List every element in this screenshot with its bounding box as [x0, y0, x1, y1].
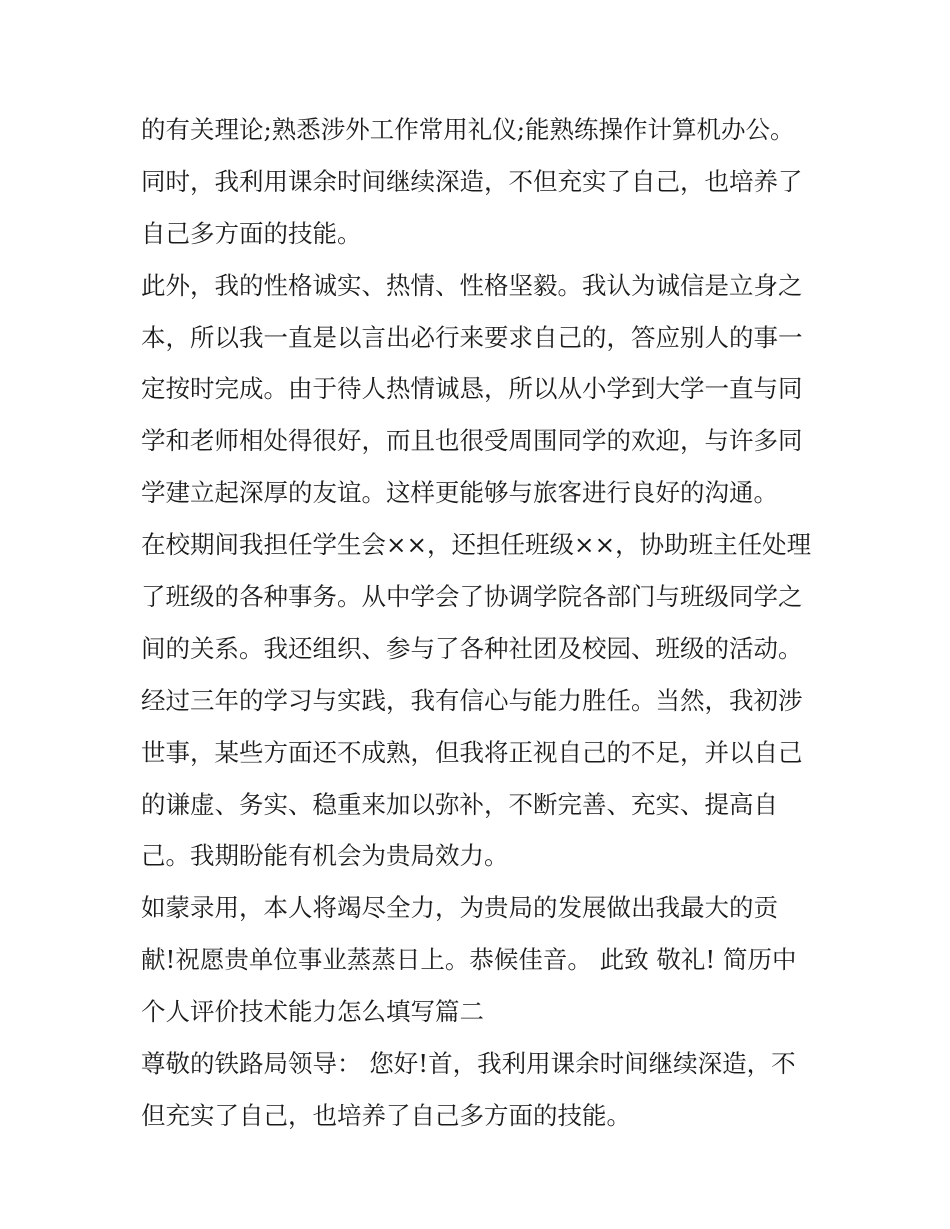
text-line: 如蒙录用，本人将竭尽全力，为贵局的发展做出我最大的贡: [141, 893, 778, 923]
text-line: 世事，某些方面还不成熟，但我将正视自己的不足，并以自己: [141, 737, 803, 767]
text-line: 尊敬的铁路局领导： 您好!首，我利用课余时间继续深造，不: [141, 1049, 796, 1079]
text-line: 本，所以我一直是以言出必行来要求自己的，答应别人的事一: [141, 322, 803, 352]
text-line: 个人评价技术能力怎么填写篇二: [141, 997, 484, 1027]
body-text: [141, 104, 831, 1142]
text-line: 学建立起深厚的友谊。这样更能够与旅客进行良好的沟通。: [141, 478, 778, 508]
text-line: 同时，我利用课余时间继续深造，不但充实了自己，也培养了: [141, 166, 803, 196]
text-line: 自己多方面的技能。: [141, 218, 362, 248]
text-line: 此外，我的性格诚实、热情、性格坚毅。我认为诚信是立身之: [141, 270, 803, 300]
text-line: 间的关系。我还组织、参与了各种社团及校园、班级的活动。: [141, 633, 803, 663]
text-line: 在校期间我担任学生会××，还担任班级××，协助班主任处理: [141, 530, 812, 560]
text-line: 但充实了自己，也培养了自己多方面的技能。: [141, 1100, 631, 1130]
text-line: 了班级的各种事务。从中学会了协调学院各部门与班级同学之: [141, 582, 803, 612]
text-line: 己。我期盼能有机会为贵局效力。: [141, 841, 509, 871]
text-line: 学和老师相处得很好，而且也很受周围同学的欢迎，与许多同: [141, 426, 803, 456]
text-line: 献!祝愿贵单位事业蒸蒸日上。恭候佳音。 此致 敬礼! 简历中: [141, 945, 797, 975]
text-line: 的有关理论;熟悉涉外工作常用礼仪;能熟练操作计算机办公。: [141, 115, 795, 144]
text-line: 定按时完成。由于待人热情诚恳，所以从小学到大学一直与同: [141, 374, 803, 404]
text-line: 的谦虚、务实、稳重来加以弥补，不断完善、充实、提高自: [141, 789, 778, 819]
text-line: 经过三年的学习与实践，我有信心与能力胜任。当然，我初涉: [141, 685, 803, 715]
